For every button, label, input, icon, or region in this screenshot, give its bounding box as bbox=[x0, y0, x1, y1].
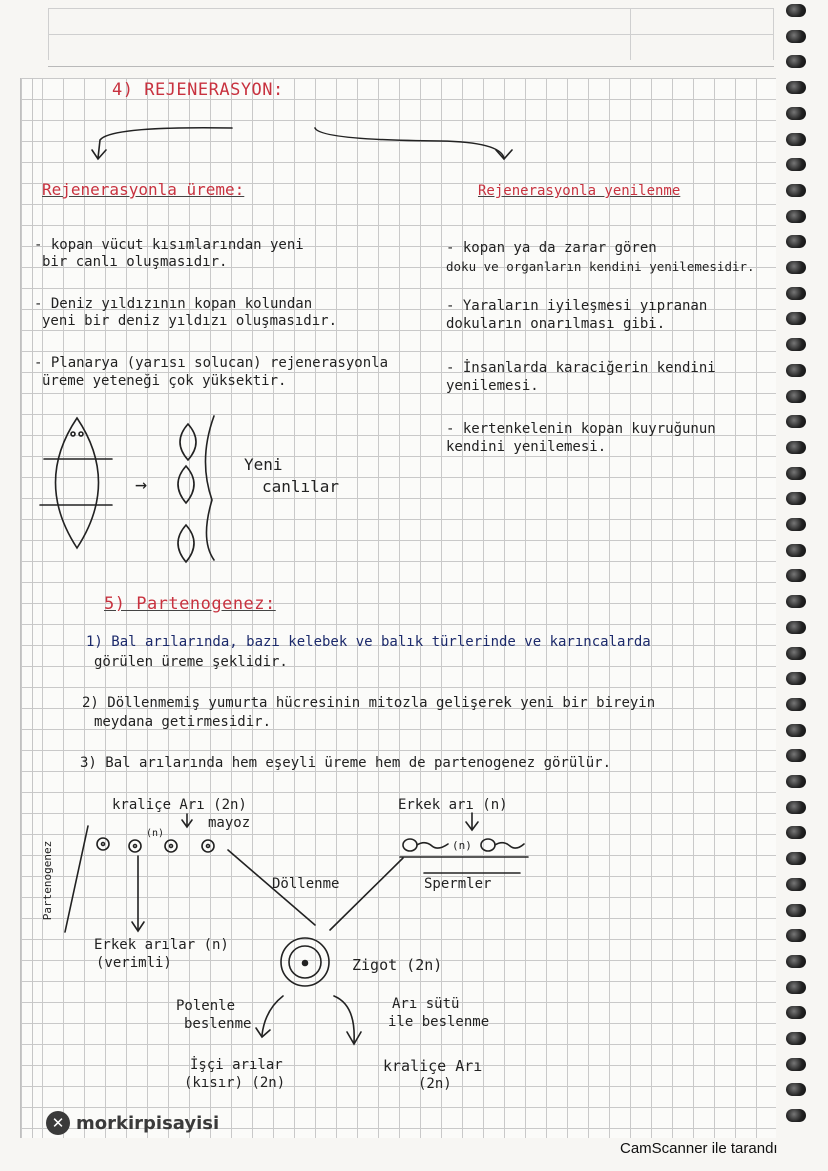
n-label: (n) bbox=[146, 828, 165, 839]
queen-label: kraliçe Arı (2n) bbox=[112, 797, 247, 813]
right-item: - kopan ya da zarar gören bbox=[446, 240, 657, 256]
left-item: üreme yeteneği çok yüksektir. bbox=[42, 373, 287, 389]
male-bees-label: Erkek arılar (n) bbox=[94, 937, 229, 953]
right-item: - Yaraların iyileşmesi yıpranan bbox=[446, 298, 708, 314]
pollen-label: Polenle bbox=[176, 998, 236, 1014]
left-item: - Deniz yıldızının kopan kolundan bbox=[34, 296, 313, 312]
section5-item: meydana getirmesidir. bbox=[94, 714, 272, 730]
zygote-label: Zigot (2n) bbox=[352, 956, 443, 974]
sperm-n-label: (n) bbox=[452, 839, 472, 852]
watermark-logo bbox=[46, 1110, 219, 1136]
scanner-credit: CamScanner ile tarandı bbox=[620, 1140, 778, 1157]
right-item: yenilemesi. bbox=[446, 378, 539, 394]
right-item: - kertenkelenin kopan kuyruğunun bbox=[446, 421, 716, 437]
male-bees-fertile: (verimli) bbox=[96, 955, 172, 971]
section5-item: görülen üreme şeklidir. bbox=[94, 654, 288, 670]
male-label: Erkek arı (n) bbox=[398, 797, 508, 813]
workers-label: İşçi arılar bbox=[190, 1057, 283, 1073]
left-heading: Rejenerasyonla üreme: bbox=[42, 180, 245, 199]
sperms-label: Spermler bbox=[424, 876, 492, 892]
workers-label-2: (kısır) (2n) bbox=[184, 1075, 286, 1091]
section5-item: 1) Bal arılarında, bazı kelebek ve balık türlerinde ve karıncalarda bbox=[86, 634, 651, 650]
logo-text: morkirpisayisi bbox=[76, 1112, 220, 1134]
left-item: yeni bir deniz yıldızı oluşmasıdır. bbox=[42, 313, 338, 329]
section5-item: 2) Döllenmemiş yumurta hücresinin mitozla gelişerek yeni bir bireyin bbox=[82, 695, 656, 711]
royal-jelly-label-2: ile beslenme bbox=[388, 1014, 490, 1030]
figure-label-2: canlılar bbox=[262, 477, 340, 496]
right-item: doku ve organların kendini yenilemesidir. bbox=[446, 259, 755, 274]
pollen-label-2: beslenme bbox=[184, 1016, 252, 1032]
right-item: - İnsanlarda karaciğerin kendini bbox=[446, 360, 716, 376]
queen-out-label: kraliçe Arı bbox=[383, 1057, 483, 1075]
right-branch-arrow bbox=[315, 128, 504, 158]
planaria-shape bbox=[56, 418, 99, 548]
figure-arrow: → bbox=[135, 472, 148, 496]
right-item: dokuların onarılması gibi. bbox=[446, 316, 666, 332]
parthenogenesis-label: Partenogenez bbox=[41, 840, 55, 921]
section4-title: 4) REJENERASYON: bbox=[112, 80, 284, 100]
meiosis-label: mayoz bbox=[208, 815, 251, 831]
line-sperm-zygote bbox=[330, 858, 403, 930]
fertilization-label: Döllenme bbox=[272, 876, 340, 892]
section5-item: 3) Bal arılarında hem eşeyli üreme hem de partenogenez görülür. bbox=[80, 755, 612, 771]
section5-title: 5) Partenogenez: bbox=[104, 594, 276, 614]
left-branch-arrow bbox=[98, 128, 232, 158]
left-item: - kopan vücut kısımlarından yeni bbox=[34, 237, 304, 253]
right-item: kendini yenilemesi. bbox=[446, 439, 607, 455]
royal-jelly-label: Arı sütü bbox=[392, 996, 460, 1012]
hedgehog-icon: ✕ bbox=[46, 1111, 70, 1135]
queen-out-label-2: (2n) bbox=[418, 1076, 452, 1092]
left-item: - Planarya (yarısı solucan) rejenerasyonla bbox=[34, 355, 389, 371]
figure-label-1: Yeni bbox=[244, 455, 283, 474]
left-item: bir canlı oluşmasıdır. bbox=[42, 254, 228, 270]
right-heading: Rejenerasyonla yenilenme bbox=[478, 183, 681, 199]
